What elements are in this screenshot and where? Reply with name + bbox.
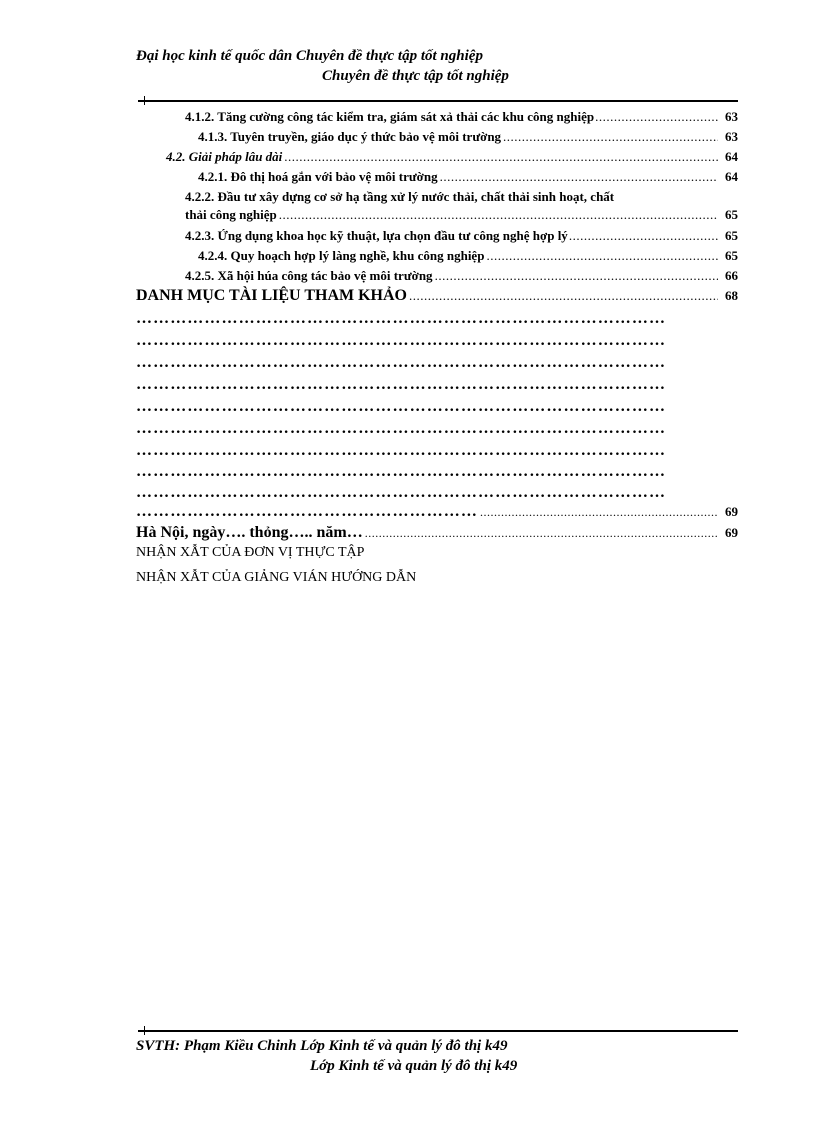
toc-entry-page: 64 xyxy=(725,169,738,184)
dot-line-last: …………………………………………………… xyxy=(136,503,478,520)
toc-entry-page: 65 xyxy=(725,248,738,263)
toc-entry-title: 4.1.3. Tuyên truyền, giáo dục ý thức bảo vệ môi trường xyxy=(198,129,502,144)
toc-entry-page: 65 xyxy=(725,207,738,222)
toc-entry-title: 4.2. Giải pháp lâu dài xyxy=(166,149,283,164)
header-line-2: Chuyên đề thực tập tốt nghiệp xyxy=(322,68,509,84)
toc-entry-dots-last[interactable] xyxy=(136,503,738,521)
dot-line: ………………………………………………………………………………… xyxy=(136,420,667,437)
toc-entry-4-1-2[interactable] xyxy=(185,109,738,125)
dot-line: ………………………………………………………………………………… xyxy=(136,354,667,371)
footer-rule xyxy=(138,1030,738,1032)
toc-leader-dots xyxy=(435,268,718,284)
toc-entry-title: 4.2.1. Đô thị hoá gắn với bảo vệ môi trường xyxy=(198,169,438,184)
toc-entry-4-2-2[interactable] xyxy=(185,207,738,223)
dot-line: ………………………………………………………………………………… xyxy=(136,463,667,480)
toc-entry-page: 69 xyxy=(725,525,738,540)
dot-line: ………………………………………………………………………………… xyxy=(136,442,667,459)
toc-leader-dots xyxy=(284,149,718,165)
toc-entry-title: 4.2.3. Ứng dụng khoa học kỹ thuật, lựa chọn đầu tư công nghệ hợp lý xyxy=(185,228,568,243)
toc-leader-dots xyxy=(480,505,718,520)
toc-entry-page: 69 xyxy=(725,504,738,519)
toc-leader-dots xyxy=(279,207,718,223)
toc-entry-4-2-1[interactable] xyxy=(198,169,738,185)
toc-entry-page: 66 xyxy=(725,268,738,283)
toc-entry-page: 63 xyxy=(725,129,738,144)
toc-entry-references[interactable] xyxy=(136,287,738,305)
toc-entry-title: 4.1.2. Tăng cường công tác kiểm tra, giám sát xả thải các khu công nghiệp xyxy=(185,109,595,124)
toc-entry-4-2[interactable] xyxy=(166,149,738,165)
dot-line: ………………………………………………………………………………… xyxy=(136,484,667,501)
toc-leader-dots xyxy=(503,129,718,145)
toc-entry-hanoi[interactable] xyxy=(136,524,738,542)
toc-entry-title: DANH MỤC TÀI LIỆU THAM KHẢO xyxy=(136,287,407,304)
toc-entry-4-1-3[interactable] xyxy=(198,129,738,145)
header-line-1: Đại học kinh tế quốc dân Chuyên đề thực tập tốt nghiệp xyxy=(136,48,483,64)
dot-line: ………………………………………………………………………………… xyxy=(136,332,667,349)
toc-entry-4-2-2-line-1[interactable]: 4.2.2. Đầu tư xây dựng cơ sở hạ tầng xử lý nước thải, chất thải sinh hoạt, chất xyxy=(185,189,615,204)
toc-leader-dots xyxy=(409,288,718,304)
header-rule xyxy=(138,100,738,102)
toc-entry-title: 4.2.5. Xã hội húa công tác bảo vệ môi trường xyxy=(185,268,433,283)
toc-entry-title: thải công nghiệp xyxy=(185,207,277,222)
unit-comments-heading: NHẬN XẪT CỦA ĐƠN VỊ THỰC TẬP xyxy=(136,545,365,560)
dot-line: ………………………………………………………………………………… xyxy=(136,376,667,393)
toc-entry-4-2-4[interactable] xyxy=(198,248,738,264)
footer-line-1: SVTH: Phạm Kiều Chinh Lớp Kinh tế và quản lý đô thị k49 xyxy=(136,1038,508,1054)
lecturer-comments-heading: NHẬN XẪT CỦA GIẢNG VIÁN HƯỚNG DẪN xyxy=(136,570,417,585)
dot-line: ………………………………………………………………………………… xyxy=(136,398,667,415)
toc-entry-page: 63 xyxy=(725,109,738,124)
toc-entry-page: 68 xyxy=(725,288,738,303)
toc-leader-dots xyxy=(365,526,718,541)
toc-entry-page: 65 xyxy=(725,228,738,243)
footer-line-2: Lớp Kinh tế và quản lý đô thị k49 xyxy=(310,1058,518,1074)
toc-leader-dots xyxy=(569,228,719,244)
toc-leader-dots xyxy=(486,248,718,264)
dot-line: ………………………………………………………………………………… xyxy=(136,310,667,327)
toc-entry-4-2-3[interactable] xyxy=(185,228,738,244)
toc-leader-dots xyxy=(440,169,718,185)
toc-entry-4-2-5[interactable] xyxy=(185,268,738,284)
toc-entry-page: 64 xyxy=(725,149,738,164)
toc-leader-dots xyxy=(595,109,719,125)
toc-entry-title: 4.2.4. Quy hoạch hợp lý làng nghề, khu công nghiệp xyxy=(198,248,485,263)
hanoi-date-line: Hà Nội, ngày…. thỏng….. năm… xyxy=(136,524,363,541)
